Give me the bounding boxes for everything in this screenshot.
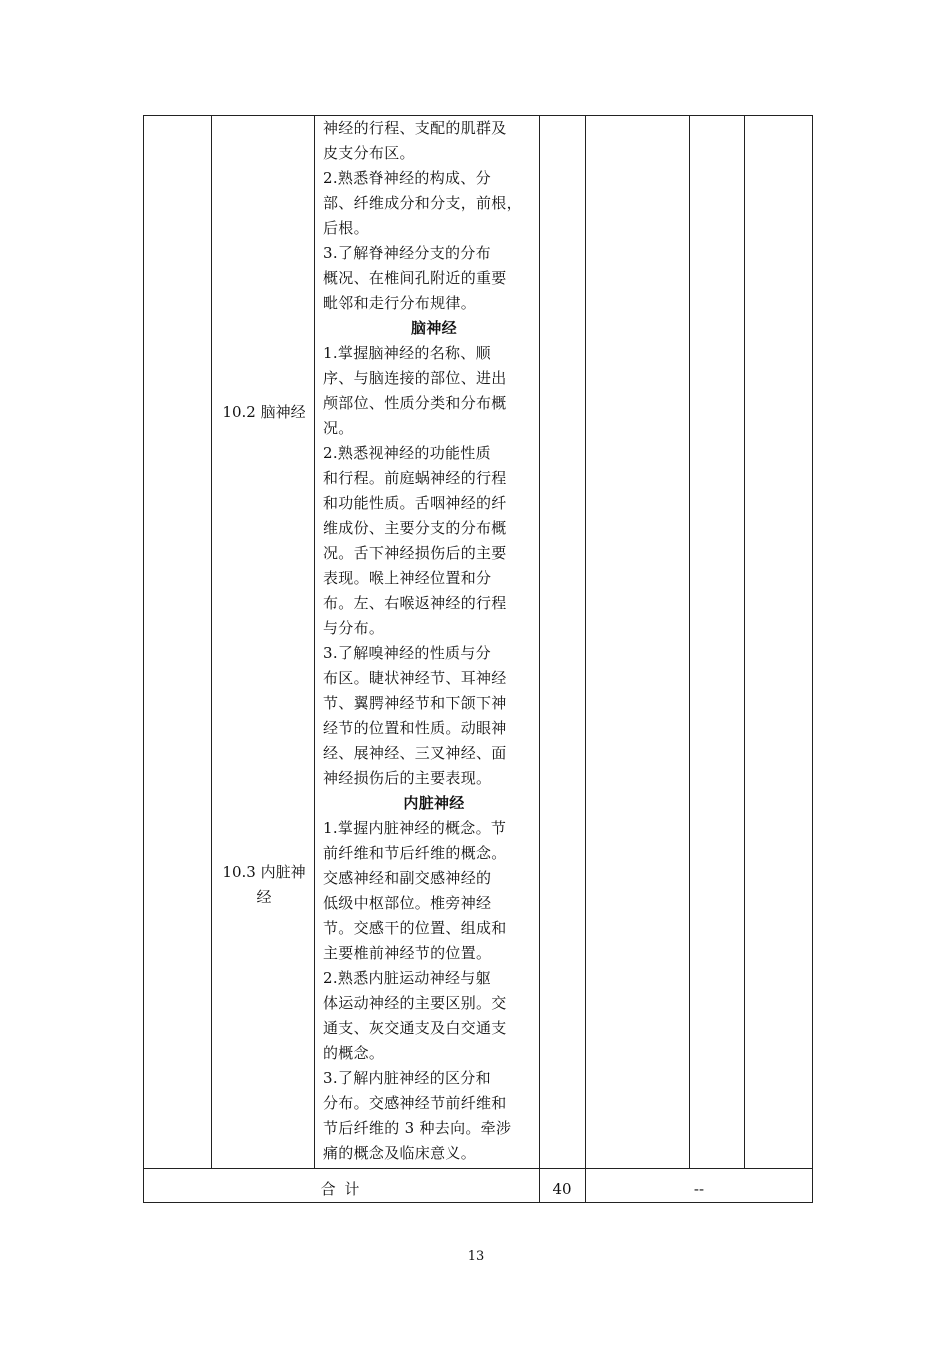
total-label: 合 计 bbox=[320, 1180, 362, 1198]
col-divider-5 bbox=[689, 115, 690, 1168]
content-line: 通支、灰交通支及白交通支 bbox=[323, 1019, 507, 1037]
section-heading: 脑神经 bbox=[411, 319, 457, 337]
content-line: 的概念。 bbox=[323, 1044, 385, 1062]
total-hours: 40 bbox=[552, 1180, 572, 1198]
content-line: 颅部位、性质分类和分布概 bbox=[323, 394, 507, 412]
content-line: 低级中枢部位。椎旁神经 bbox=[323, 894, 492, 912]
content-line: 体运动神经的主要区别。交 bbox=[323, 994, 507, 1012]
content-line: 况。 bbox=[323, 419, 354, 437]
content-line: 概况、在椎间孔附近的重要 bbox=[323, 269, 507, 287]
content-line: 布。左、右喉返神经的行程 bbox=[323, 594, 507, 612]
content-line: 1.掌握内脏神经的概念。节 bbox=[323, 819, 507, 837]
total-note: -- bbox=[693, 1180, 705, 1198]
content-line: 前纤维和节后纤维的概念。 bbox=[323, 844, 507, 862]
content-line: 皮支分布区。 bbox=[323, 144, 415, 162]
content-line: 与分布。 bbox=[323, 619, 385, 637]
content-line: 况。舌下神经损伤后的主要 bbox=[323, 544, 507, 562]
content-line: 3.了解内脏神经的区分和 bbox=[323, 1069, 491, 1087]
topic-cranial-nerves: 10.2 脑神经 bbox=[222, 403, 306, 421]
content-line: 序、与脑连接的部位、进出 bbox=[323, 369, 507, 387]
section-heading: 内脏神经 bbox=[403, 794, 465, 812]
content-line: 节后纤维的 3 种去向。牵涉 bbox=[323, 1119, 512, 1137]
content-line: 交感神经和副交感神经的 bbox=[323, 869, 492, 887]
col-divider-4 bbox=[585, 115, 586, 1202]
content-line: 经、展神经、三叉神经、面 bbox=[323, 744, 507, 762]
content-line: 和行程。前庭蜗神经的行程 bbox=[323, 469, 507, 487]
content-line: 维成份、主要分支的分布概 bbox=[323, 519, 507, 537]
content-line: 分布。交感神经节前纤维和 bbox=[323, 1094, 507, 1112]
content-line: 2.熟悉脊神经的构成、分 bbox=[323, 169, 491, 187]
col-divider-1 bbox=[211, 115, 212, 1168]
content-line: 后根。 bbox=[323, 219, 369, 237]
content-line: 2.熟悉内脏运动神经与躯 bbox=[323, 969, 491, 987]
total-row-top-border bbox=[143, 1168, 813, 1169]
content-line: 3.了解嗅神经的性质与分 bbox=[323, 644, 491, 662]
col-divider-2 bbox=[314, 115, 315, 1168]
topic-visceral-nerves: 10.3 内脏神经 bbox=[222, 863, 306, 906]
content-line: 布区。睫状神经节、耳神经 bbox=[323, 669, 507, 687]
content-column bbox=[323, 116, 545, 1166]
content-line: 经节的位置和性质。动眼神 bbox=[323, 719, 507, 737]
content-line: 毗邻和走行分布规律。 bbox=[323, 294, 477, 312]
content-line: 神经的行程、支配的肌群及 bbox=[323, 119, 507, 137]
content-line: 神经损伤后的主要表现。 bbox=[323, 769, 492, 787]
content-line: 3.了解脊神经分支的分布 bbox=[323, 244, 491, 262]
table-left-border bbox=[143, 115, 144, 1202]
syllabus-table bbox=[143, 115, 813, 1203]
content-line: 主要椎前神经节的位置。 bbox=[323, 944, 492, 962]
content-line: 节、翼腭神经节和下颌下神 bbox=[323, 694, 507, 712]
content-line: 表现。喉上神经位置和分 bbox=[323, 569, 492, 587]
content-line: 1.掌握脑神经的名称、顺 bbox=[323, 344, 491, 362]
content-line: 痛的概念及临床意义。 bbox=[323, 1144, 477, 1162]
content-line: 和功能性质。舌咽神经的纤 bbox=[323, 494, 507, 512]
col-divider-6 bbox=[744, 115, 745, 1168]
table-right-border bbox=[812, 115, 813, 1202]
content-line: 2.熟悉视神经的功能性质 bbox=[323, 444, 491, 462]
table-bottom-border bbox=[143, 1202, 813, 1203]
page-number: 13 bbox=[467, 1249, 485, 1264]
content-line: 节。交感干的位置、组成和 bbox=[323, 919, 507, 937]
content-line: 部、纤维成分和分支，前根， bbox=[323, 194, 522, 212]
